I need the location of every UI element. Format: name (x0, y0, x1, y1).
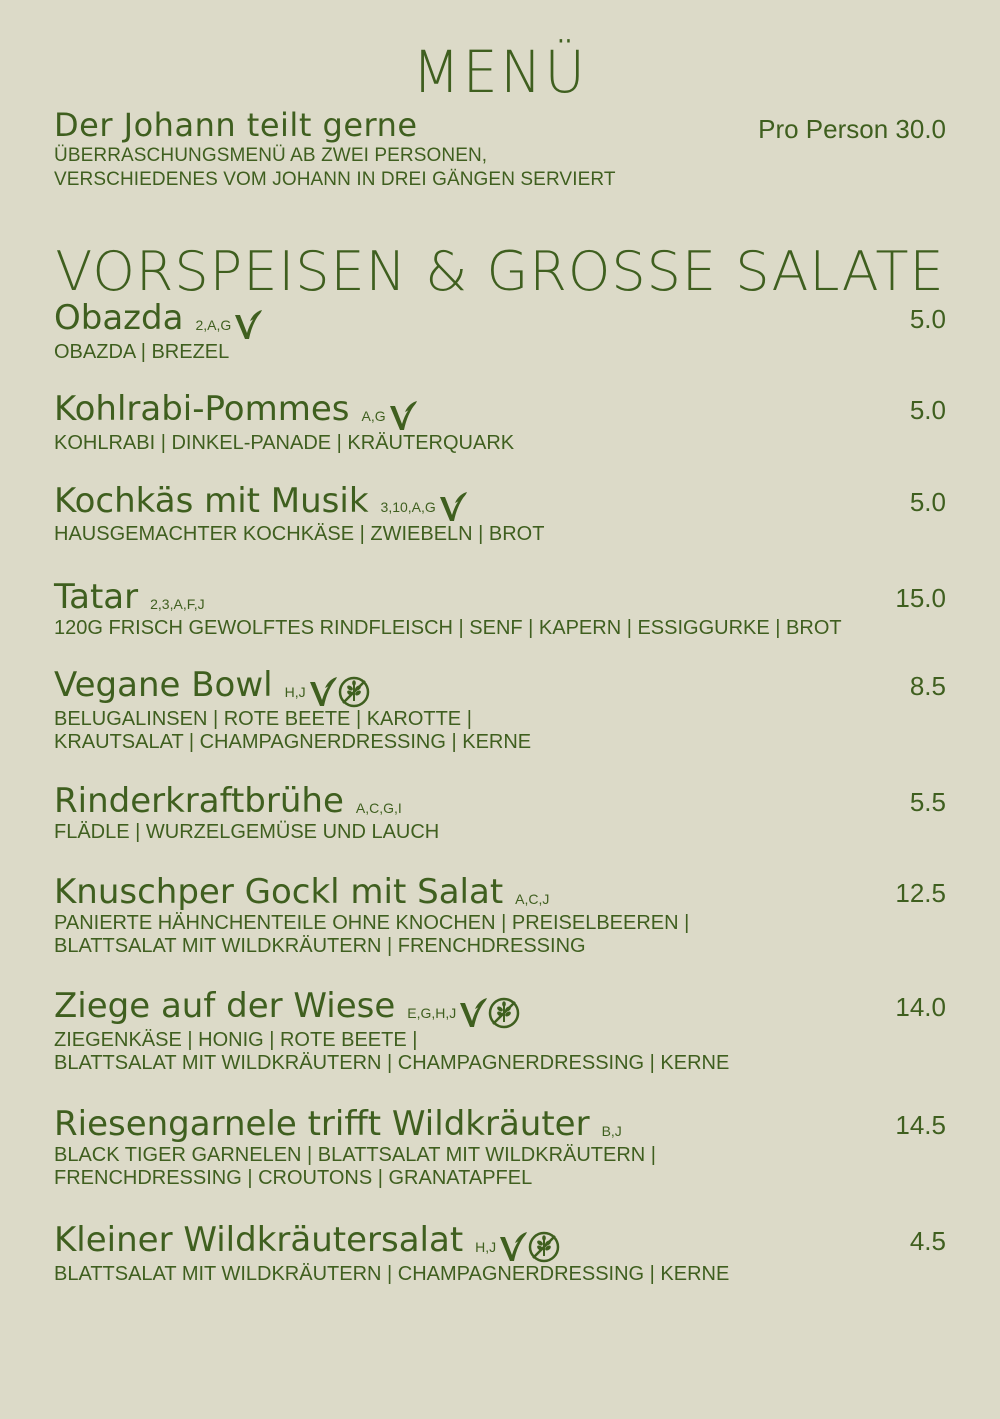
vegan-icon (528, 1238, 560, 1255)
item-description: FRENCHDRESSING | CROUTONS | GRANATAPFEL (54, 1166, 533, 1189)
menu-item-header (54, 872, 946, 912)
item-name: Knuschper Gockl mit Salat (54, 872, 504, 913)
item-name: Kohlrabi-Pommes (54, 388, 350, 429)
item-description: BLATTSALAT MIT WILDKRÄUTERN | FRENCHDRESSING (54, 935, 586, 958)
diet-icons (233, 309, 263, 341)
allergen-codes: A,C,G,I (355, 799, 402, 816)
item-price: 15.0 (895, 583, 946, 614)
item-description: 120G FRISCH GEWOLFTES RINDFLEISCH | SENF | KAPERN | ESSIGGURKE | BROT (54, 617, 842, 640)
menu-item-header (54, 577, 946, 617)
item-price: 14.5 (895, 1109, 946, 1140)
item-description: HAUSGEMACHTER KOCHKÄSE | ZWIEBELN | BROT (54, 523, 545, 546)
allergen-codes: H,J (475, 1238, 497, 1255)
item-description: FLÄDLE | WURZELGEMÜSE UND LAUCH (54, 821, 440, 844)
item-name: Riesengarnele trifft Wildkräuter (54, 1103, 590, 1144)
item-price: 8.5 (909, 671, 946, 702)
diet-icons (388, 400, 418, 432)
vegetarian-icon (458, 1004, 488, 1021)
item-name: Kleiner Wildkräutersalat (54, 1219, 464, 1260)
item-name: Vegane Bowl (54, 665, 273, 706)
item-price: 14.0 (895, 992, 946, 1023)
vegetarian-icon (498, 1238, 528, 1255)
menu-item (54, 781, 946, 844)
menu-item (54, 389, 946, 455)
vegetarian-icon (308, 683, 338, 700)
diet-icons (308, 676, 370, 708)
menu-item (54, 872, 946, 958)
item-price: 5.5 (909, 787, 946, 818)
item-description: OBAZDA | BREZEL (54, 340, 230, 363)
diet-icons (438, 491, 468, 523)
allergen-codes: 2,A,G (195, 316, 232, 333)
menu-item-header (54, 481, 946, 524)
item-description: ZIEGENKÄSE | HONIG | ROTE BEETE | (54, 1028, 418, 1051)
allergen-codes: 2,3,A,F,J (150, 596, 205, 613)
menu-item-header (54, 298, 946, 341)
intro-line: ÜBERRASCHUNGSMENÜ AB ZWEI PERSONEN, (54, 145, 488, 166)
item-name: Obazda (54, 298, 184, 338)
menu-item (54, 298, 946, 364)
intro-title: Der Johann teilt gerne (54, 106, 418, 144)
item-name: Rinderkraftbrühe (54, 781, 344, 822)
intro-price: Pro Person 30.0 (758, 114, 946, 144)
item-description: BLATTSALAT MIT WILDKRÄUTERN | CHAMPAGNERDRESSING | KERNE (54, 1051, 730, 1074)
intro-line: VERSCHIEDENES VOM JOHANN IN DREI GÄNGEN SERVIERT (54, 169, 616, 190)
item-name: Ziege auf der Wiese (54, 986, 396, 1027)
menu-item-header (54, 986, 946, 1029)
vegetarian-icon (388, 407, 418, 424)
vegetarian-icon (438, 499, 468, 516)
diet-icons (458, 997, 520, 1029)
allergen-codes: B,J (601, 1122, 622, 1139)
vegetarian-icon (233, 316, 263, 333)
vegan-icon (338, 683, 370, 700)
item-name: Kochkäs mit Musik (54, 480, 369, 521)
item-name: Tatar (54, 577, 139, 618)
menu-item (54, 1104, 946, 1190)
menu-item-header (54, 781, 946, 821)
menu-item (54, 481, 946, 547)
menu-items (54, 298, 946, 1286)
menu-item (54, 986, 946, 1075)
item-price: 5.0 (909, 394, 946, 425)
menu-title: MENÜ (412, 38, 588, 106)
section-title: VORSPEISEN & GROSSE SALATE (55, 240, 945, 303)
allergen-codes: A,G (361, 407, 386, 424)
menu-item-header (54, 665, 946, 708)
menu-item-header (54, 1104, 946, 1144)
menu-item (54, 1220, 946, 1286)
item-description: BLACK TIGER GARNELEN | BLATTSALAT MIT WILDKRÄUTERN | (54, 1143, 657, 1166)
item-description: BLATTSALAT MIT WILDKRÄUTERN | CHAMPAGNERDRESSING | KERNE (54, 1262, 730, 1285)
item-price: 5.0 (909, 304, 946, 334)
allergen-codes: E,G,H,J (407, 1004, 457, 1021)
item-description: BELUGALINSEN | ROTE BEETE | KAROTTE | (54, 708, 472, 731)
menu-item (54, 665, 946, 754)
item-description: KOHLRABI | DINKEL-PANADE | KRÄUTERQUARK (54, 431, 515, 454)
diet-icons (498, 1231, 560, 1263)
item-price: 12.5 (895, 878, 946, 909)
vegan-icon (488, 1004, 520, 1021)
item-price: 5.0 (909, 486, 946, 517)
item-description: KRAUTSALAT | CHAMPAGNERDRESSING | KERNE (54, 731, 532, 754)
menu-item (54, 577, 946, 640)
menu-item-header (54, 1220, 946, 1263)
allergen-codes: A,C,J (515, 890, 550, 907)
allergen-codes: H,J (284, 684, 306, 701)
item-price: 4.5 (909, 1225, 946, 1256)
allergen-codes: 3,10,A,G (380, 499, 436, 516)
item-description: PANIERTE HÄHNCHENTEILE OHNE KNOCHEN | PREISELBEEREN | (54, 912, 690, 935)
menu-item-header (54, 389, 946, 432)
